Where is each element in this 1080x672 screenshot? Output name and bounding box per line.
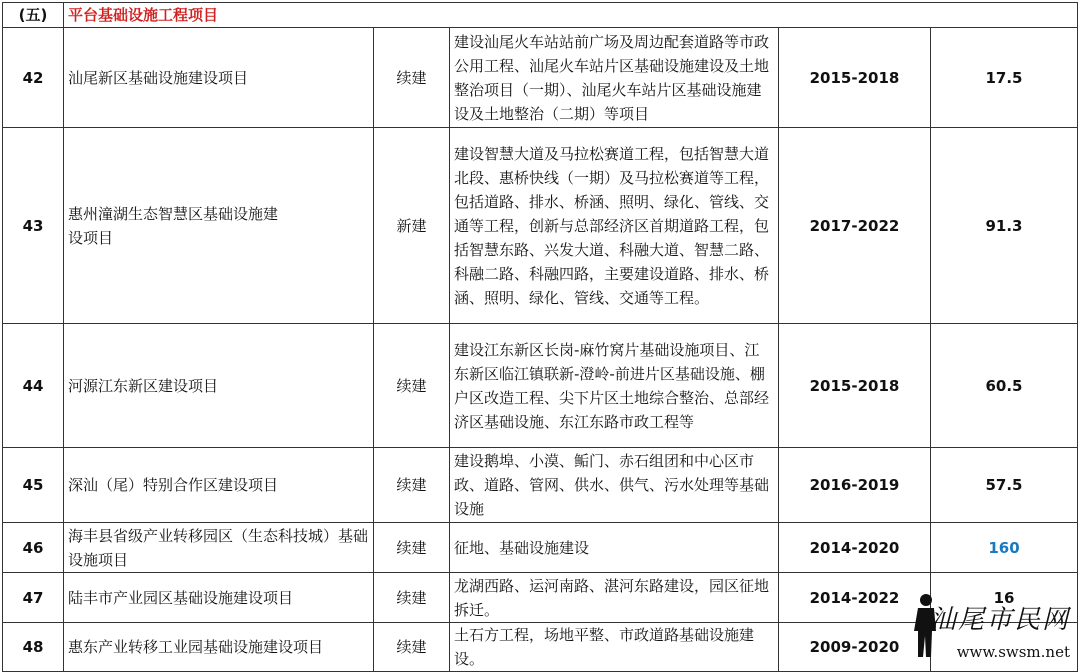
project-years: 2014-2022	[779, 573, 931, 623]
project-investment: 160	[931, 523, 1078, 573]
watermark-text: 汕尾市民网	[929, 605, 1070, 635]
table-row	[3, 128, 1078, 324]
section-title: 平台基础设施工程项目	[64, 3, 1078, 28]
row-number: 44	[3, 324, 64, 448]
project-investment: 57.5	[931, 448, 1078, 523]
row-number: 42	[3, 28, 64, 128]
project-content: 建设智慧大道及马拉松赛道工程，包括智慧大道北段、惠桥快线（一期）及马拉松赛道等工程，包括道路、排水、桥涵、照明、绿化、管线、交通等工程，创新与总部经济区首期道路工程，包括智慧东路、兴发大道、科融大道、智慧二路、科融二路、科融四路，主要建设道路、排水、桥涵、照明、绿化、管线、交通等工程。	[450, 128, 779, 324]
project-name: 深汕（尾）特别合作区建设项目	[64, 448, 374, 523]
row-number: 45	[3, 448, 64, 523]
watermark-url: www.swsm.net	[956, 643, 1070, 661]
row-number: 43	[3, 128, 64, 324]
project-years: 2016-2019	[779, 448, 931, 523]
row-number: 46	[3, 523, 64, 573]
project-years: 2015-2018	[779, 28, 931, 128]
table-row	[3, 324, 1078, 448]
project-investment: 60.5	[931, 324, 1078, 448]
project-content: 建设鹅埠、小漠、鲘门、赤石组团和中心区市政、道路、管网、供水、供气、污水处理等基础设施	[450, 448, 779, 523]
project-content: 征地、基础设施建设	[450, 523, 779, 573]
project-content: 龙湖西路、运河南路、湛河东路建设，园区征地拆迁。	[450, 573, 779, 623]
project-status: 新建	[374, 128, 450, 324]
site-watermark	[904, 591, 1074, 661]
project-name: 惠州潼湖生态智慧区基础设施建设项目	[64, 128, 374, 324]
project-investment: 17.5	[931, 28, 1078, 128]
project-years: 2015-2018	[779, 324, 931, 448]
project-content: 建设汕尾火车站站前广场及周边配套道路等市政公用工程、汕尾火车站片区基础设施建设及土地整治项目（一期）、汕尾火车站片区基础设施建设及土地整治（二期）等项目	[450, 28, 779, 128]
table-row	[3, 523, 1078, 573]
table-row	[3, 28, 1078, 128]
project-years: 2014-2020	[779, 523, 931, 573]
project-years: 2009-2020	[779, 623, 931, 672]
project-status: 续建	[374, 448, 450, 523]
project-status: 续建	[374, 573, 450, 623]
project-status: 续建	[374, 523, 450, 573]
project-name: 陆丰市产业园区基础设施建设项目	[64, 573, 374, 623]
project-name: 河源江东新区建设项目	[64, 324, 374, 448]
row-number: 48	[3, 623, 64, 672]
table-row	[3, 448, 1078, 523]
project-status: 续建	[374, 324, 450, 448]
project-content: 建设江东新区长岗-麻竹窝片基础设施项目、江东新区临江镇联新-澄岭-前进片区基础设施、棚户区改造工程、尖下片区土地综合整治、总部经济区基础设施、东江东路市政工程等	[450, 324, 779, 448]
project-name: 海丰县省级产业转移园区（生态科技城）基础设施项目	[64, 523, 374, 573]
project-status: 续建	[374, 28, 450, 128]
row-number: 47	[3, 573, 64, 623]
project-name: 惠东产业转移工业园基础设施建设项目	[64, 623, 374, 672]
project-table	[2, 2, 1078, 672]
project-investment: 16	[931, 573, 1078, 623]
project-content: 土石方工程，场地平整、市政道路基础设施建设。	[450, 623, 779, 672]
section-index: (五)	[3, 3, 64, 28]
section-header-row	[3, 3, 1078, 28]
project-years: 2017-2022	[779, 128, 931, 324]
project-name: 汕尾新区基础设施建设项目	[64, 28, 374, 128]
project-investment: 91.3	[931, 128, 1078, 324]
project-status: 续建	[374, 623, 450, 672]
